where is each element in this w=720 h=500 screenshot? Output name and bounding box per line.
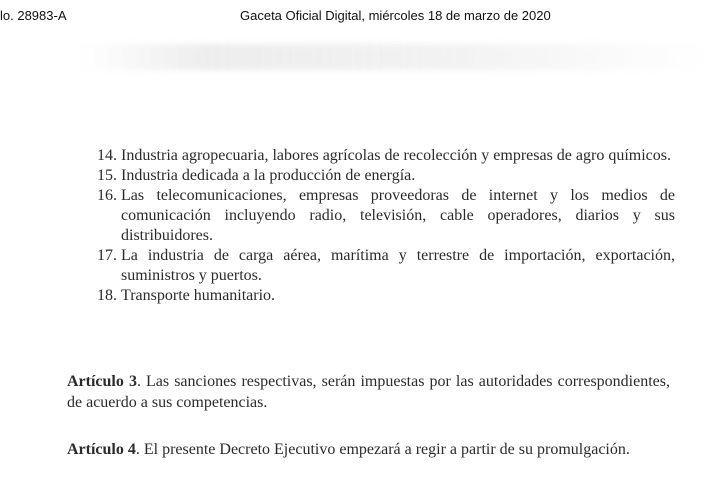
list-item-text: Industria agropecuaria, labores agrícolas de recolección y empresas de agro químicos. <box>121 147 671 164</box>
article-text: . Las sanciones respectivas, serán impuestas por las autoridades correspondientes, de acuerdo a sus competencias. <box>67 373 671 411</box>
article-label: Artículo 4 <box>67 441 136 458</box>
list-item <box>97 146 675 166</box>
list-item-number: 14. <box>97 147 117 164</box>
list-item-text: Industria dedicada a la producción de energía. <box>121 167 416 184</box>
gazette-number: lo. 28983-A <box>0 8 67 23</box>
list-item <box>97 286 675 306</box>
list-item-text: Transporte humanitario. <box>121 287 276 304</box>
list-item-number: 16. <box>97 187 117 204</box>
list-item <box>97 246 675 286</box>
list-item-number: 15. <box>97 167 117 184</box>
scan-smudge <box>80 44 710 70</box>
article-3 <box>67 371 670 413</box>
gazette-title: Gaceta Oficial Digital, miércoles 18 de marzo de 2020 <box>240 8 551 23</box>
page-header <box>0 8 720 28</box>
list-item-number: 17. <box>97 247 117 264</box>
list-item <box>97 166 675 186</box>
article-label: Artículo 3 <box>67 373 137 390</box>
list-item <box>97 186 675 246</box>
article-4 <box>67 439 670 460</box>
list-item-text: La industria de carga aérea, marítima y terrestre de importación, exportación, suministros y puertos. <box>121 247 675 284</box>
article-text: . El presente Decreto Ejecutivo empezará a regir a partir de su promulgación. <box>135 441 630 458</box>
list-item-number: 18. <box>97 287 117 304</box>
list-item-text: Las telecomunicaciones, empresas proveedoras de internet y los medios de comunicación incluyendo radio, televisión, cable operadores, diarios y sus distribuidores. <box>121 187 675 244</box>
activity-list <box>97 146 675 306</box>
